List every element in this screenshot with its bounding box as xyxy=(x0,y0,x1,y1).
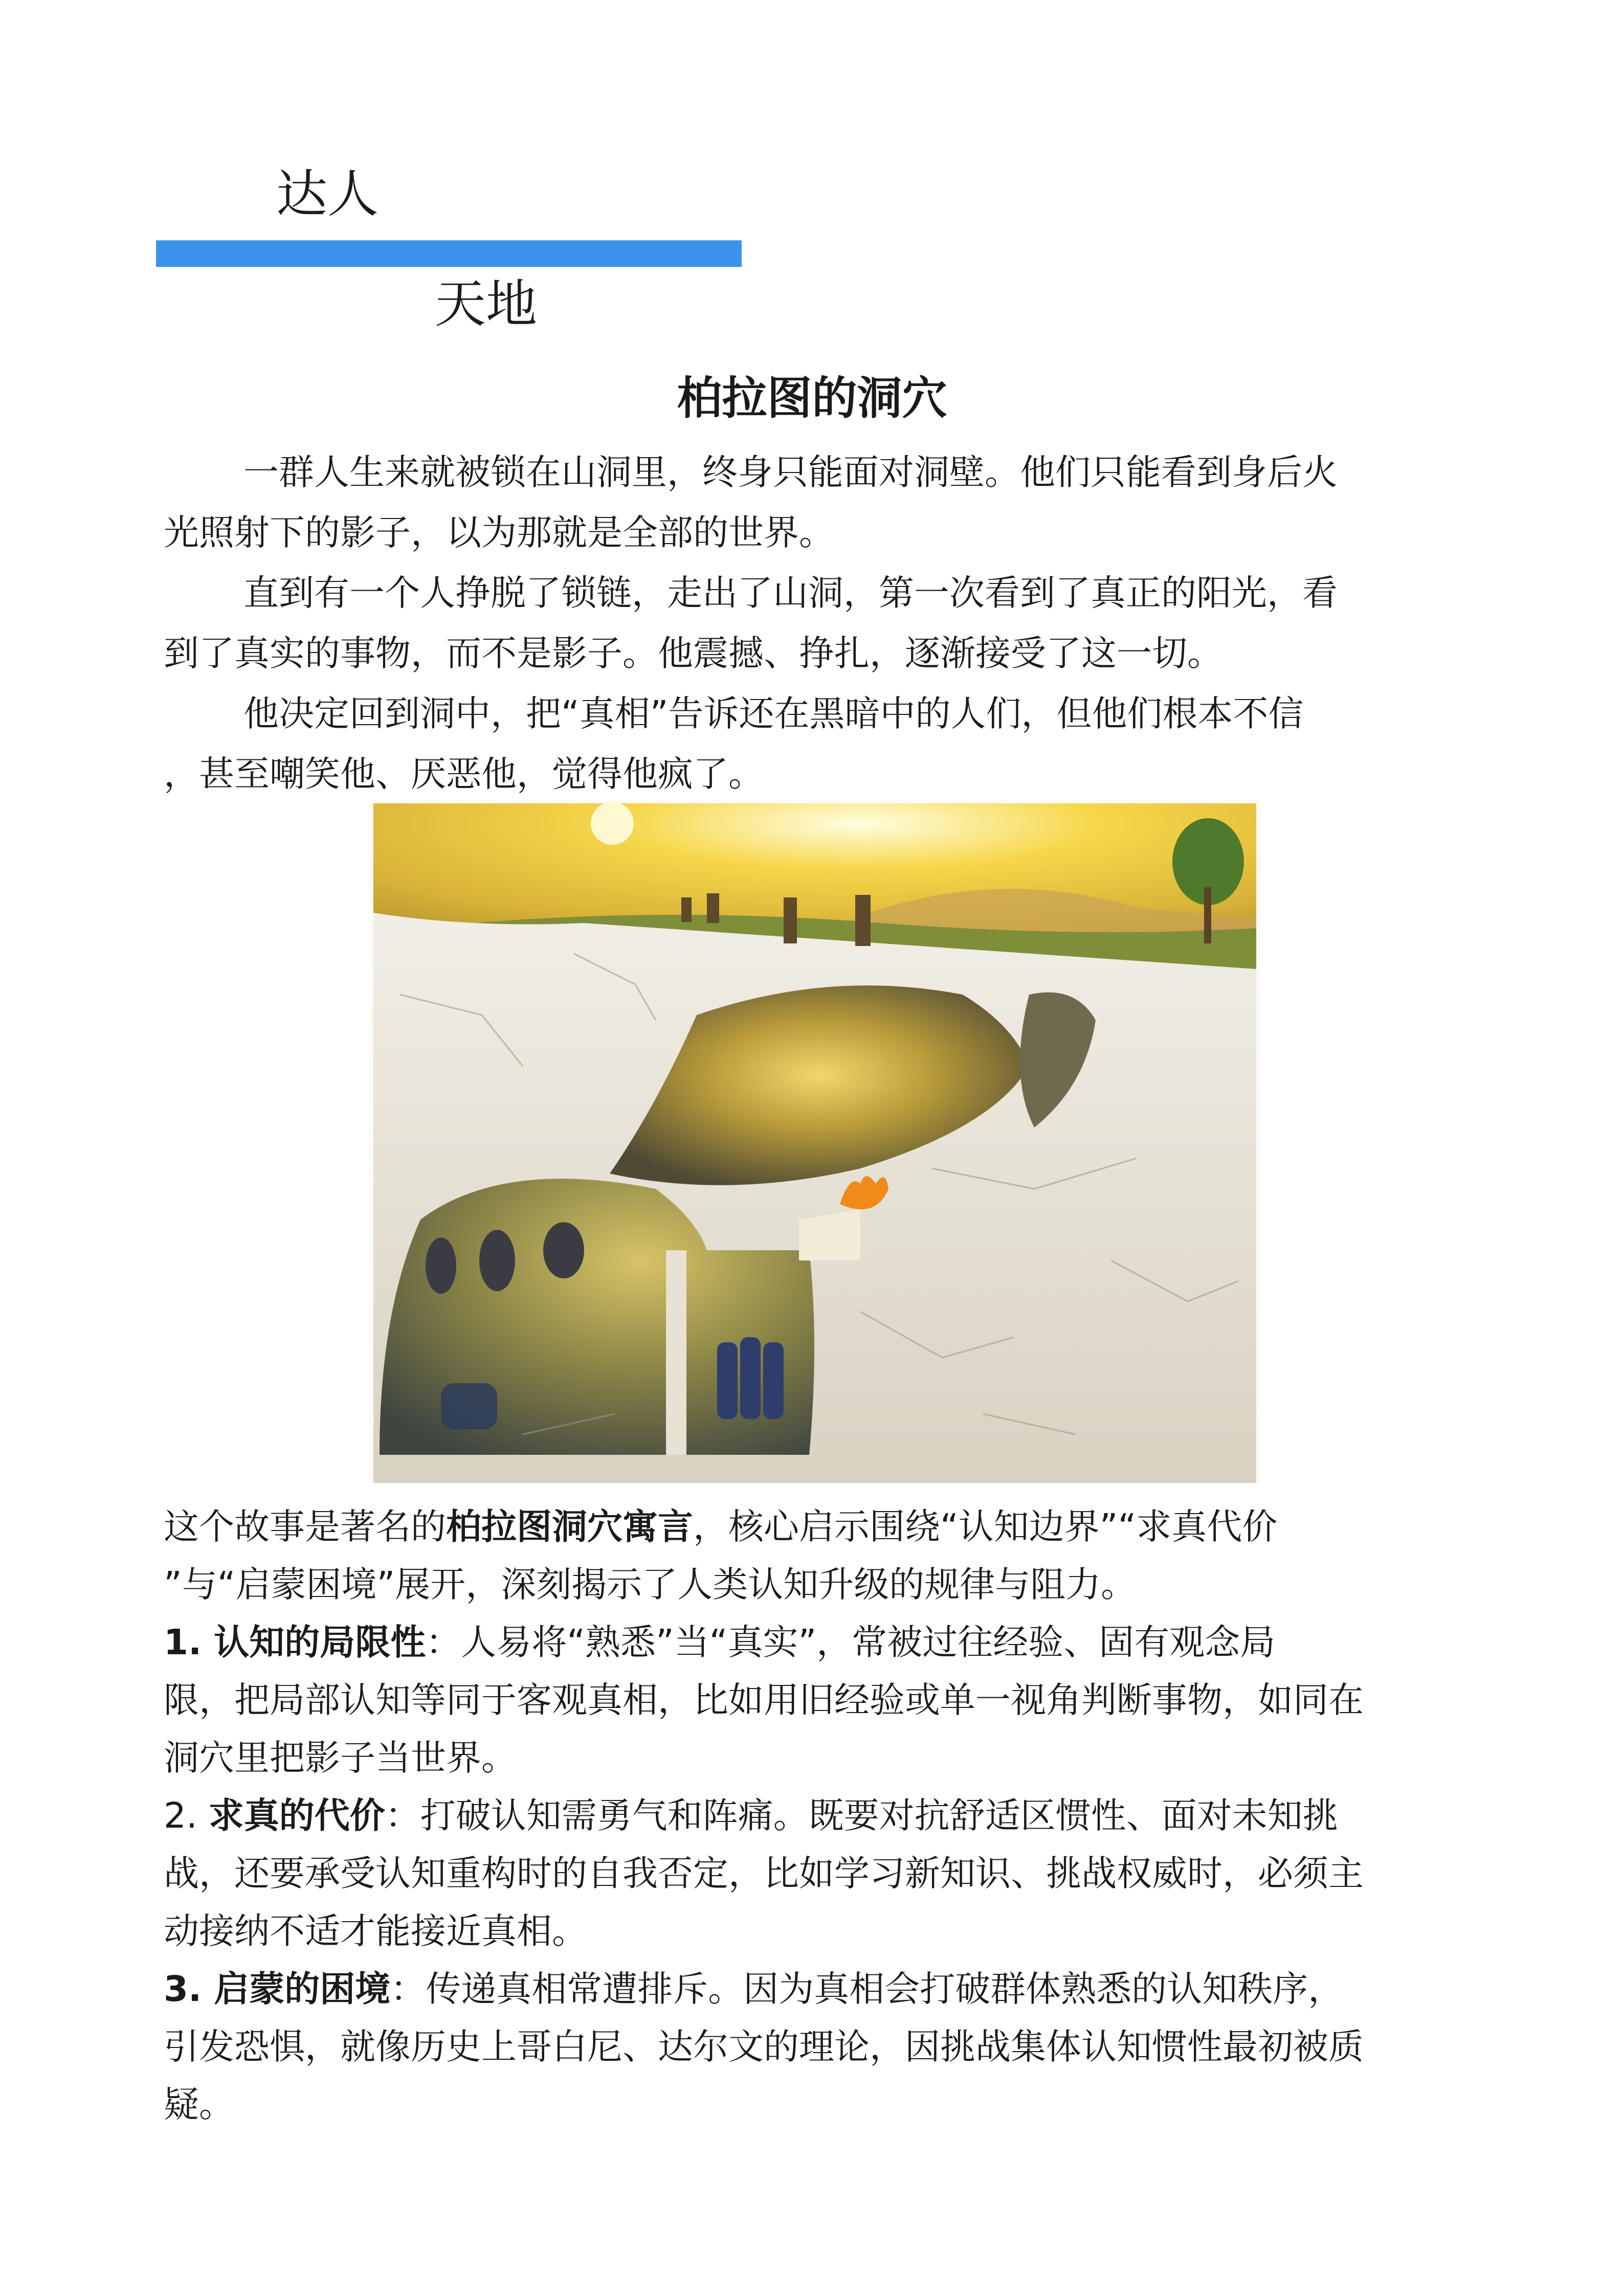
story-paragraph-2 xyxy=(164,563,1473,684)
article-title: 柏拉图的洞穴 xyxy=(677,372,947,424)
story-p1-line2: 光照射下的影子，以为那就是全部的世界。 xyxy=(164,512,834,553)
story-p3-line1: 他决定回到洞中，把“真相”告诉还在黑暗中的人们，但他们根本不信 xyxy=(243,693,1304,734)
item2-heading: 求真的代价 xyxy=(208,1795,385,1836)
explanation-item-3 xyxy=(164,1961,1473,2134)
story-p2-line2: 到了真实的事物，而不是影子。他震撼、挣扎，逐渐接受了这一切。 xyxy=(164,633,1222,674)
intro-text-b: ，核心启示围绕“认知边界”“求真代价 xyxy=(693,1506,1278,1547)
brand-divider-bar xyxy=(156,240,742,267)
item1-line1: ：人易将“熟悉”当“真实”，常被过往经验、固有观念局 xyxy=(426,1622,1276,1663)
plato-cave-illustration xyxy=(369,800,1260,1483)
item2-line2: 战，还要承受认知重构时的自我否定，比如学习新知识、挑战权威时，必须主 xyxy=(164,1853,1364,1894)
story-p1-line1: 一群人生来就被锁在山洞里，终身只能面对洞壁。他们只能看到身后火 xyxy=(243,452,1338,493)
story-paragraph-3 xyxy=(164,684,1473,804)
explanation-section xyxy=(164,1498,1473,2134)
item2-line1: ：打破认知需勇气和阵痛。既要对抗舒适区惯性、面对未知挑 xyxy=(385,1795,1338,1836)
item1-line3: 洞穴里把影子当世界。 xyxy=(164,1738,517,1779)
item3-heading: 3. 启蒙的困境 xyxy=(164,1969,391,2010)
story-paragraph-1 xyxy=(164,442,1473,563)
explanation-intro xyxy=(164,1498,1473,1614)
brand-bottom-text: 天地 xyxy=(435,274,537,334)
item1-heading: 1. 认知的局限性 xyxy=(164,1622,426,1663)
item2-number: 2. xyxy=(164,1795,209,1836)
item3-line1: ：传递真相常遭排斥。因为真相会打破群体熟悉的认知秩序， xyxy=(390,1969,1344,2010)
intro-line2: ”与“启蒙困境”展开，深刻揭示了人类认知升级的规律与阻力。 xyxy=(164,1564,1137,1605)
brand-top-text: 达人 xyxy=(276,164,379,224)
intro-bold-term: 柏拉图洞穴寓言 xyxy=(446,1506,693,1547)
item2-line3: 动接纳不适才能接近真相。 xyxy=(164,1911,587,1952)
explanation-item-2 xyxy=(164,1787,1473,1961)
item1-line2: 限，把局部认知等同于客观真相，比如用旧经验或单一视角判断事物，如同在 xyxy=(164,1680,1364,1721)
story-p3-line2: ，甚至嘲笑他、厌恶他，觉得他疯了。 xyxy=(164,754,764,795)
story-section xyxy=(164,442,1473,804)
explanation-item-1 xyxy=(164,1614,1473,1787)
story-p2-line1: 直到有一个人挣脱了锁链，走出了山洞，第一次看到了真正的阳光，看 xyxy=(243,573,1338,614)
intro-text-a: 这个故事是著名的 xyxy=(164,1506,446,1547)
item3-line2: 引发恐惧，就像历史上哥白尼、达尔文的理论，因挑战集体认知惯性最初被质 xyxy=(164,2027,1364,2067)
item3-line3: 疑。 xyxy=(164,2084,234,2125)
